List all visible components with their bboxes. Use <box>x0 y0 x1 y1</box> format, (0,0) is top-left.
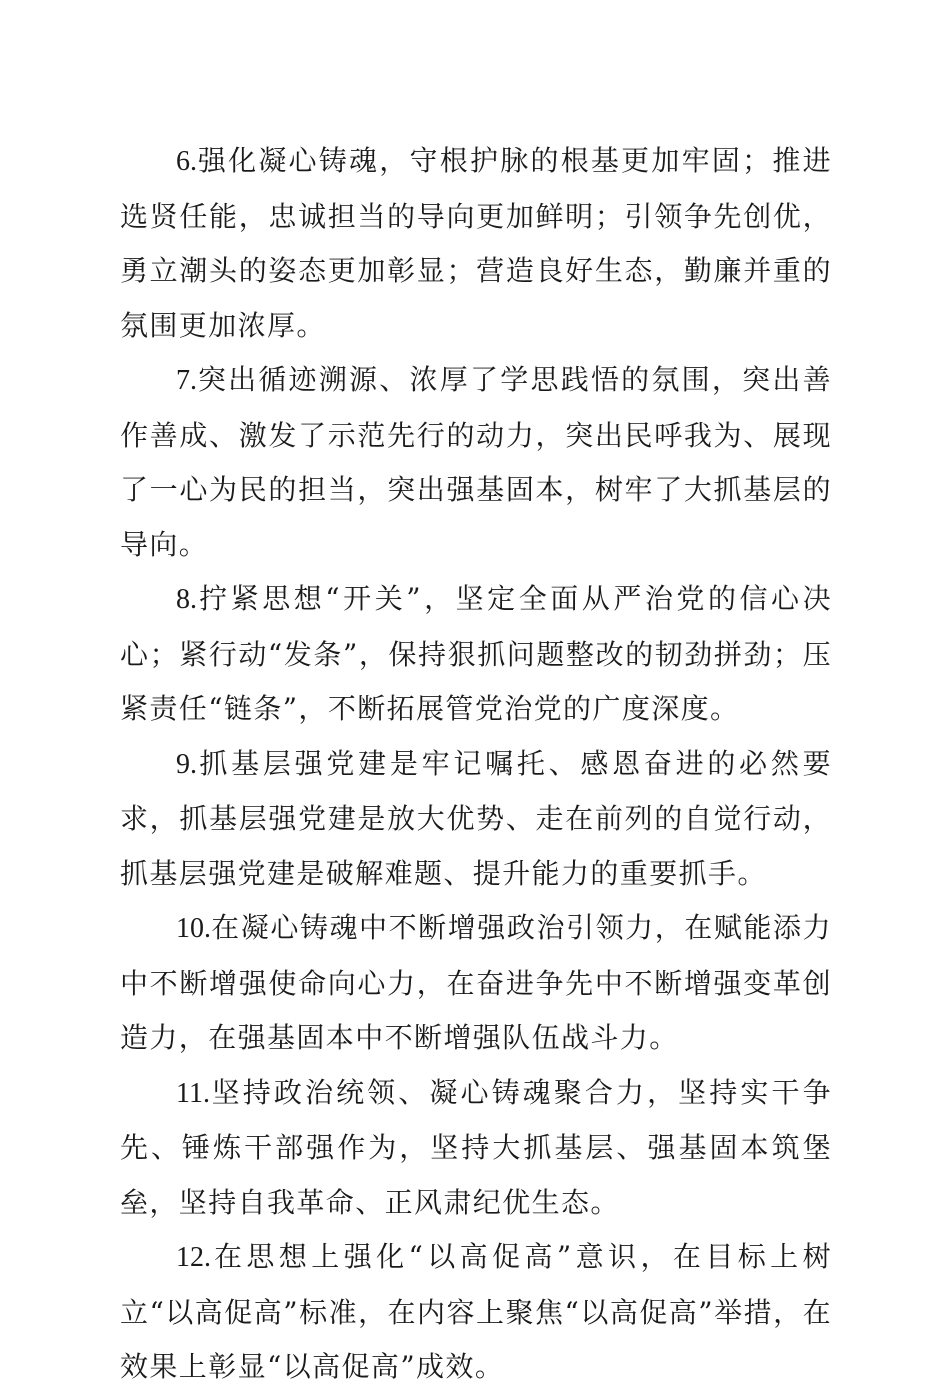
paragraph-number: 11. <box>176 1077 210 1109</box>
paragraph-text: 拧紧思想“开关”，坚定全面从严治党的信心决心；紧行动“发条”，保持狠抓问题整改的韧劲拼劲；压紧责任“链条”，不断拓展管党治党的广度深度。 <box>120 582 832 725</box>
paragraph-number: 12. <box>176 1242 211 1273</box>
paragraph-number: 6. <box>176 146 197 177</box>
paragraph-8 <box>120 572 832 737</box>
paragraph-number: 9. <box>176 748 197 780</box>
paragraph-7 <box>120 353 832 572</box>
paragraph-6 <box>120 134 832 353</box>
paragraph-text: 强化凝心铸魂，守根护脉的根基更加牢固；推进选贤任能，忠诚担当的导向更加鲜明；引领争先创优，勇立潮头的姿态更加彰显；营造良好生态，勤廉并重的氛围更加浓厚。 <box>120 144 832 342</box>
paragraph-text: 在思想上强化“以高促高”意识，在目标上树立“以高促高”标准，在内容上聚焦“以高促高”举措，在效果上彰显“以高促高”成效。 <box>120 1240 832 1383</box>
paragraph-text: 抓基层强党建是牢记嘱托、感恩奋进的必然要求，抓基层强党建是放大优势、走在前列的自觉行动，抓基层强党建是破解难题、提升能力的重要抓手。 <box>120 746 832 890</box>
paragraph-text: 在凝心铸魂中不断增强政治引领力，在赋能添力中不断增强使命向心力，在奋进争先中不断增强变革创造力，在强基固本中不断增强队伍战斗力。 <box>120 911 832 1054</box>
paragraph-number: 10. <box>176 913 211 944</box>
paragraph-text: 突出循迹溯源、浓厚了学思践悟的氛围，突出善作善成、激发了示范先行的动力，突出民呼我为、展现了一心为民的担当，突出强基固本，树牢了大抓基层的导向。 <box>120 363 832 561</box>
paragraph-12 <box>120 1230 832 1395</box>
paragraph-9 <box>120 737 832 902</box>
paragraph-number: 8. <box>176 584 197 615</box>
paragraph-10 <box>120 901 832 1066</box>
paragraph-number: 7. <box>176 365 197 396</box>
paragraph-11 <box>120 1066 832 1231</box>
paragraph-text: 坚持政治统领、凝心铸魂聚合力，坚持实干争先、锤炼干部强作为，坚持大抓基层、强基固本筑堡垒，坚持自我革命、正风肃纪优生态。 <box>120 1075 832 1219</box>
document-body <box>120 134 832 1395</box>
